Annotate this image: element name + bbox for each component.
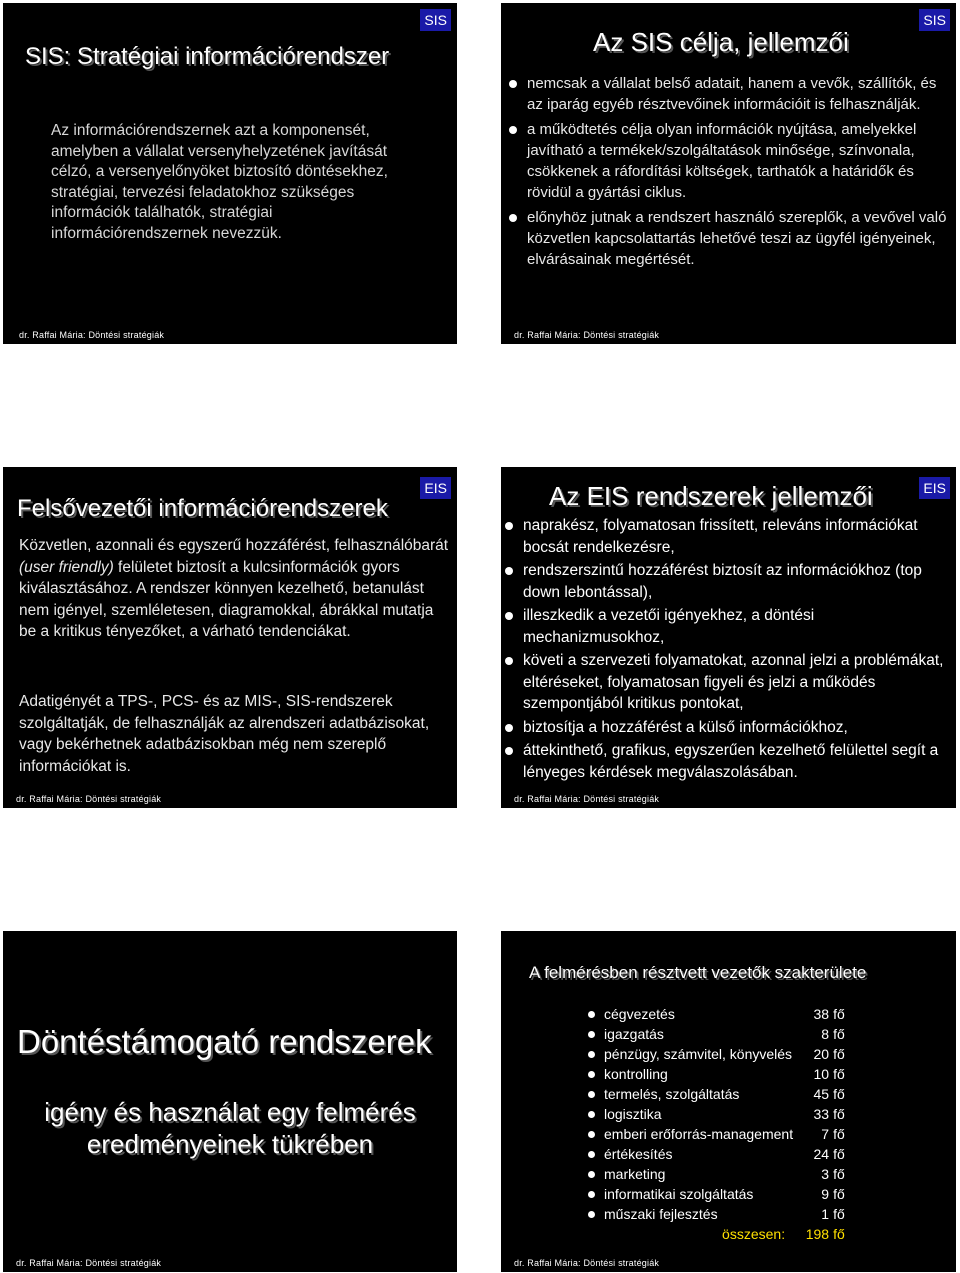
- row-count: 10: [813, 1066, 830, 1082]
- row-label: [586, 1104, 793, 1124]
- row-unit: fő: [833, 1046, 845, 1062]
- total-row: [586, 1224, 845, 1244]
- row-label-text: cégvezetés: [604, 1006, 675, 1022]
- paragraph-data-sources: Adatigényét a TPS-, PCS- és az MIS-, SIS-rendszerek szolgáltatják, de felhasználják az alrendszeri adatbázisokat, vagy bekérhetnek adatbázisokban még nem szereplő információkat is.: [19, 693, 430, 775]
- slide-subtitle: eredményeinek tükrében: [86, 1129, 374, 1159]
- row-label-text: igazgatás: [604, 1026, 664, 1042]
- slide-title: A felmérésben résztvett vezetők szakterülete: [529, 963, 867, 982]
- bullet-icon: [588, 1031, 595, 1038]
- bullet-item: előnyhöz jutnak a rendszert használó szereplők, a vevővel való közvetlen kapcsolattartás lehetővé teszi az ügyfél igényeinek, elvárásainak megértését.: [507, 207, 947, 270]
- bullet-icon: [588, 1091, 595, 1098]
- row-count: 7: [821, 1126, 830, 1142]
- slide-sis-goals: [501, 3, 956, 344]
- bullet-item: rendszerszintű hozzáférést biztosít az információkhoz (top down lebontással),: [503, 560, 947, 603]
- slide-dss-title: [3, 931, 457, 1272]
- slide-eis-executive: [3, 467, 457, 808]
- table-row: [586, 1164, 845, 1184]
- slide-tag: SIS: [919, 9, 950, 31]
- table-row: [586, 1204, 845, 1224]
- row-count: 1: [821, 1206, 830, 1222]
- bullet-icon: [588, 1051, 595, 1058]
- slide-sis-definition: [3, 3, 457, 344]
- slide-tag: EIS: [919, 477, 950, 499]
- row-unit: fő: [833, 1066, 845, 1082]
- row-label: [586, 1044, 793, 1064]
- row-unit: fő: [833, 1146, 845, 1162]
- bullet-item: biztosítja a hozzáférést a külső információkhoz,: [503, 717, 947, 739]
- bullet-icon: [588, 1131, 595, 1138]
- row-count: 24: [813, 1146, 830, 1162]
- row-unit: fő: [833, 1026, 845, 1042]
- row-label: [586, 1124, 793, 1144]
- row-unit: fő: [833, 1126, 845, 1142]
- row-count: 20: [813, 1046, 830, 1062]
- row-label: [586, 1164, 793, 1184]
- slide-subtitle: igény és használat egy felmérés: [44, 1097, 416, 1127]
- row-label-text: pénzügy, számvitel, könyvelés: [604, 1046, 793, 1062]
- slide-footer: dr. Raffai Mária: Döntési stratégiák: [16, 794, 162, 804]
- table-row: [586, 1024, 845, 1044]
- bullet-item: a működtetés célja olyan információk nyújtása, amelyekkel javítható a termékek/szolgáltatások minősége, színvonala, csökkenek a ráfordítási költségek, tarthatók a határidők és rövidül a gyártási ciklus.: [507, 119, 947, 203]
- participants-table: [586, 1004, 845, 1244]
- slide-body-text: Az információrendszernek azt a komponensét, amelyben a vállalat versenyhelyzetének javítását célzó, a versenyelőnyöket biztosító döntésekhez, stratégiai, tervezési feladatokhoz szükséges információk találhatók, stratégiai információrendszernek nevezzük.: [51, 122, 388, 242]
- row-label-text: emberi erőforrás-management: [604, 1126, 794, 1142]
- bullet-icon: [588, 1211, 595, 1218]
- row-count: 38: [813, 1006, 830, 1022]
- row-label-text: informatikai szolgáltatás: [604, 1186, 754, 1202]
- slide-title: Az SIS célja, jellemzői: [593, 27, 849, 57]
- row-count: 45: [813, 1086, 830, 1102]
- row-count: 33: [813, 1106, 830, 1122]
- row-unit: fő: [833, 1006, 845, 1022]
- slide-footer: dr. Raffai Mária: Döntési stratégiák: [514, 794, 660, 804]
- paragraph-text: Közvetlen, azonnali és egyszerű hozzáférést, felhasználóbarát: [19, 537, 449, 554]
- bullet-icon: [588, 1011, 595, 1018]
- bullet-icon: [588, 1111, 595, 1118]
- slide-tag: SIS: [420, 9, 451, 31]
- bullet-item: illeszkedik a vezetői igényekhez, a döntési mechanizmusokhoz,: [503, 605, 947, 648]
- bullet-item: követi a szervezeti folyamatokat, azonnal jelzi a problémákat, eltéréseket, folyamatosan figyeli és jelzi a működés szempontjából kritikus pontokat,: [503, 650, 947, 715]
- row-count: 3: [821, 1166, 830, 1182]
- table-row: [586, 1004, 845, 1024]
- slide-title: SIS: Stratégiai információrendszer: [25, 43, 390, 70]
- paragraph-features: [19, 535, 449, 643]
- row-unit: fő: [833, 1106, 845, 1122]
- slide-tag: EIS: [420, 477, 451, 499]
- bullet-item: naprakész, folyamatosan frissített, releváns információkat bocsát rendelkezésre,: [503, 515, 947, 558]
- row-unit: fő: [833, 1206, 845, 1222]
- slide-footer: dr. Raffai Mária: Döntési stratégiák: [514, 1258, 660, 1268]
- table-row: [586, 1124, 845, 1144]
- row-label-text: kontrolling: [604, 1066, 668, 1082]
- slide-title: Az EIS rendszerek jellemzői: [549, 481, 873, 511]
- total-unit: fő: [833, 1226, 845, 1242]
- row-label: [586, 1184, 793, 1204]
- row-label-text: műszaki fejlesztés: [604, 1206, 718, 1222]
- bullet-item: nemcsak a vállalat belső adatait, hanem a vevők, szállítók, és az iparág egyéb résztvevőinek információit is felhasználják.: [507, 73, 947, 115]
- bullet-icon: [588, 1151, 595, 1158]
- row-label: [586, 1084, 793, 1104]
- slide-footer: dr. Raffai Mária: Döntési stratégiák: [514, 330, 660, 340]
- row-count: 9: [821, 1186, 830, 1202]
- total-count: 198: [805, 1226, 830, 1242]
- bullet-icon: [588, 1071, 595, 1078]
- bullet-list: [507, 73, 947, 274]
- total-label: összesen:: [722, 1226, 786, 1242]
- slide-footer: dr. Raffai Mária: Döntési stratégiák: [19, 330, 165, 340]
- table-row: [586, 1084, 845, 1104]
- emphasis-text: (user friendly): [19, 558, 114, 576]
- row-label-text: termelés, szolgáltatás: [604, 1086, 740, 1102]
- row-label: [586, 1024, 793, 1044]
- bullet-icon: [588, 1171, 595, 1178]
- table-row: [586, 1064, 845, 1084]
- table-row: [586, 1044, 845, 1064]
- row-unit: fő: [833, 1086, 845, 1102]
- paragraph-text: felületet biztosít a kulcsinformációk gyors kiválasztásához. A rendszer könnyen kezelhető, betanulást nem igényel, szemléletesen, diagramokkal, ábrákkal mutatja be a kritikus tényezőket, a várható tendenciákat.: [19, 558, 434, 640]
- row-count: 8: [821, 1026, 830, 1042]
- row-label-text: logisztika: [604, 1106, 662, 1122]
- slide-footer: dr. Raffai Mária: Döntési stratégiák: [16, 1258, 162, 1268]
- bullet-item: áttekinthető, grafikus, egyszerűen kezelhető felülettel segít a lényeges kérdések megválaszolásában.: [503, 740, 947, 783]
- row-unit: fő: [833, 1186, 845, 1202]
- row-label: [586, 1004, 793, 1024]
- slide-eis-features: [501, 467, 956, 808]
- slide-title: Döntéstámogató rendszerek: [17, 1023, 432, 1060]
- slide-title: Felsővezetői információrendszerek: [17, 495, 388, 522]
- row-label-text: értékesítés: [604, 1146, 673, 1162]
- bullet-icon: [588, 1191, 595, 1198]
- row-label-text: marketing: [604, 1166, 666, 1182]
- table-row: [586, 1144, 845, 1164]
- table-row: [586, 1104, 845, 1124]
- row-unit: fő: [833, 1166, 845, 1182]
- table-row: [586, 1184, 845, 1204]
- bullet-list: [503, 515, 947, 785]
- row-label: [586, 1064, 793, 1084]
- row-label: [586, 1144, 793, 1164]
- row-label: [586, 1204, 793, 1224]
